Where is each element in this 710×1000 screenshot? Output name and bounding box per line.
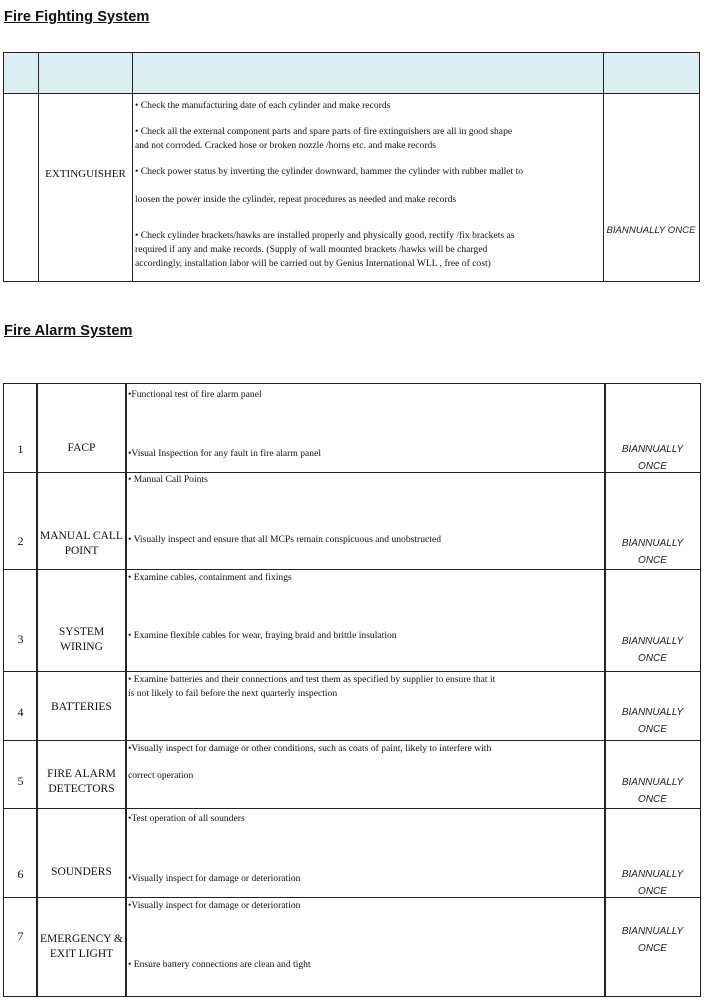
table-cell [36, 808, 127, 898]
table-cell [3, 93, 39, 282]
item-name: DETECTORS [48, 783, 115, 795]
item-name: BATTERIES [51, 701, 112, 713]
row-number: 4 [17, 705, 24, 719]
table-cell [3, 569, 38, 672]
checklist-line: • Manual Call Points [128, 474, 208, 485]
frequency-label: BIANNUALLY [621, 636, 684, 647]
checklist-line: • Visually inspect and ensure that all MCPs remain conspicuous and unobstructed [128, 534, 442, 545]
checklist-line: loosen the power inside the cylinder, repeat procedures as needed and make records [135, 194, 457, 205]
table-cell [3, 472, 38, 570]
checklist-line: • Check the manufacturing date of each cylinder and make records [135, 100, 391, 111]
checklist-line: •Test operation of all sounders [128, 813, 245, 824]
table-cell [3, 897, 38, 997]
frequency-label: BIANNUALLY [621, 869, 684, 880]
checklist-line: •Visually inspect for damage or deterioration [128, 900, 301, 911]
item-name: EXTINGUISHER [45, 168, 126, 180]
item-name: MANUAL CALL [40, 530, 123, 542]
frequency-label: ONCE [638, 943, 667, 954]
checklist-line: required if any and make records. (Supply of wall mounted brackets /hawks will be charged [135, 244, 488, 255]
table-cell [3, 808, 38, 898]
frequency-label: ONCE [638, 724, 667, 735]
checklist-line: •Visually inspect for damage or deterioration [128, 873, 301, 884]
checklist-line: • Ensure battery connections are clean and tight [128, 959, 311, 970]
frequency-label: BIANNUALLY [621, 707, 684, 718]
row-number: 7 [17, 929, 24, 943]
row-number: 5 [17, 774, 24, 788]
checklist-line: and not corroded. Cracked hose or broken nozzle /horns etc. and make records [135, 140, 437, 151]
row-number: 1 [17, 442, 24, 456]
checklist-line: accordingly, installation labor will be carried out by Genius International WLL , free of cost) [135, 258, 491, 269]
header-cell [132, 52, 604, 94]
checklist-line: • Check cylinder brackets/hawks are installed properly and physically good, rectify /fix brackets as [135, 230, 515, 241]
item-name: POINT [64, 545, 99, 557]
checklist-line: •Visually inspect for damage or other conditions, such as coats of paint, likely to interfere with [128, 743, 492, 754]
frequency-label: BIANNUALLY [621, 777, 684, 788]
frequency-label: ONCE [638, 653, 667, 664]
item-name: FIRE ALARM [47, 768, 116, 780]
frequency-label: BIANNUALLY [621, 926, 684, 937]
frequency-label: BIANNUALLY [621, 444, 684, 455]
frequency-label: ONCE [638, 794, 667, 805]
checklist-line: correct operation [128, 770, 194, 781]
row-number: 2 [17, 534, 24, 548]
header-cell [3, 52, 39, 94]
item-name: WIRING [60, 641, 103, 653]
item-name: SYSTEM [58, 626, 105, 638]
row-number: 3 [17, 632, 24, 646]
checklist-line: •Visual Inspection for any fault in fire alarm panel [128, 448, 321, 459]
checklist-line: is not likely to fail before the next quarterly inspection [128, 688, 338, 699]
item-name: EXIT LIGHT [49, 948, 114, 960]
fire-fighting-heading: Fire Fighting System [4, 9, 150, 25]
table-cell [3, 383, 38, 473]
frequency-label: BIANNUALLY ONCE [606, 225, 696, 236]
item-name: SOUNDERS [51, 866, 112, 878]
table-cell [36, 383, 127, 473]
frequency-label: ONCE [638, 886, 667, 897]
item-name: FACP [67, 442, 96, 454]
checklist-line: • Check power status by inverting the cylinder downward, hammer the cylinder with rubber mallet to [135, 166, 524, 177]
checklist-line: •Functional test of fire alarm panel [128, 389, 262, 400]
frequency-label: BIANNUALLY [621, 538, 684, 549]
header-cell [38, 52, 133, 94]
table-cell [38, 93, 133, 282]
table-cell [603, 93, 700, 282]
checklist-line: • Examine flexible cables for wear, fraying braid and brittle insulation [128, 630, 397, 641]
frequency-label: ONCE [638, 461, 667, 472]
header-cell [603, 52, 700, 94]
item-name: EMERGENCY & [40, 933, 123, 945]
checklist-line: • Examine batteries and their connections and test them as specified by supplier to ensure that it [128, 674, 496, 685]
checklist-line: • Check all the external component parts and spare parts of fire extinguishers are all in good shape [135, 126, 513, 137]
table-cell [36, 569, 127, 672]
frequency-label: ONCE [638, 555, 667, 566]
row-number: 6 [17, 867, 24, 881]
fire-alarm-heading: Fire Alarm System [4, 323, 133, 339]
checklist-line: • Examine cables, containment and fixings [128, 572, 292, 583]
